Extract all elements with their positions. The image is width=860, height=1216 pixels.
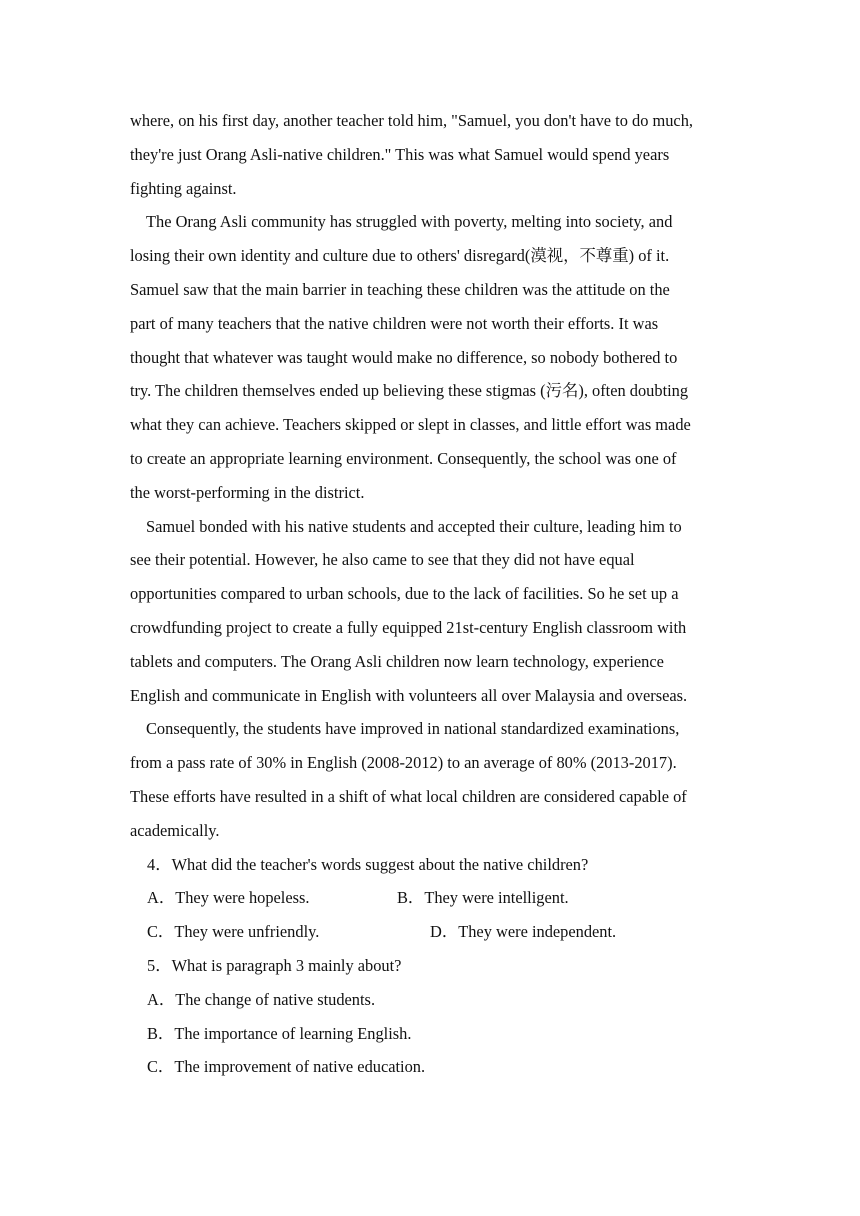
- passage-line: Samuel saw that the main barrier in teaching these children was the attitude on the: [130, 279, 670, 299]
- passage-line: see their potential. However, he also came to see that they did not have equal: [130, 550, 635, 570]
- passage-line: from a pass rate of 30% in English (2008-2012) to an average of 80% (2013-2017).: [130, 753, 677, 773]
- passage-line: to create an appropriate learning environment. Consequently, the school was one of: [130, 448, 677, 468]
- option-c[interactable]: C．They were unfriendly.: [147, 922, 320, 942]
- option-b[interactable]: B．The importance of learning English.: [147, 1023, 412, 1043]
- passage-line: academically.: [130, 820, 220, 840]
- passage-line: where, on his first day, another teacher told him, "Samuel, you don't have to do much,: [130, 111, 693, 130]
- passage-line: try. The children themselves ended up believing these stigmas (污名), often doubting: [130, 381, 689, 401]
- passage-line: fighting against.: [130, 178, 237, 198]
- option-d[interactable]: D．They were independent.: [430, 922, 617, 942]
- option-b[interactable]: B．They were intelligent.: [397, 888, 569, 908]
- passage-line: they're just Orang Asli-native children." This was what Samuel would spend years: [130, 144, 670, 164]
- question-4-options-row-1: [130, 881, 730, 915]
- passage-line: what they can achieve. Teachers skipped or slept in classes, and little effort was made: [130, 415, 691, 435]
- question-5-stem: 5．What is paragraph 3 mainly about?: [147, 955, 402, 975]
- option-a[interactable]: A．The change of native students.: [147, 989, 376, 1009]
- passage-line: crowdfunding project to create a fully equipped 21st-century English classroom with: [130, 617, 687, 637]
- passage-line: tablets and computers. The Orang Asli children now learn technology, experience: [130, 651, 664, 671]
- question-4-stem: 4．What did the teacher's words suggest about the native children?: [147, 854, 589, 874]
- passage-line: Samuel bonded with his native students and accepted their culture, leading him to: [146, 516, 682, 536]
- document-content: [130, 104, 730, 1084]
- passage-line: part of many teachers that the native children were not worth their efforts. It was: [130, 313, 659, 333]
- passage-line: English and communicate in English with volunteers all over Malaysia and overseas.: [130, 685, 688, 705]
- option-a[interactable]: A．They were hopeless.: [147, 888, 310, 908]
- passage-line: These efforts have resulted in a shift of what local children are considered capable of: [130, 786, 687, 806]
- passage-line: The Orang Asli community has struggled with poverty, melting into society, and: [146, 212, 673, 232]
- passage-line: Consequently, the students have improved in national standardized examinations,: [146, 719, 680, 739]
- question-4-options-row-2: [130, 915, 730, 949]
- passage-line: losing their own identity and culture due to others' disregard(漠视，不尊重) of it.: [130, 246, 670, 266]
- passage-line: opportunities compared to urban schools, due to the lack of facilities. So he set up a: [130, 584, 679, 604]
- passage-line: thought that whatever was taught would make no difference, so nobody bothered to: [130, 347, 678, 367]
- option-c[interactable]: C．The improvement of native education.: [147, 1057, 426, 1077]
- passage-line: the worst-performing in the district.: [130, 482, 365, 502]
